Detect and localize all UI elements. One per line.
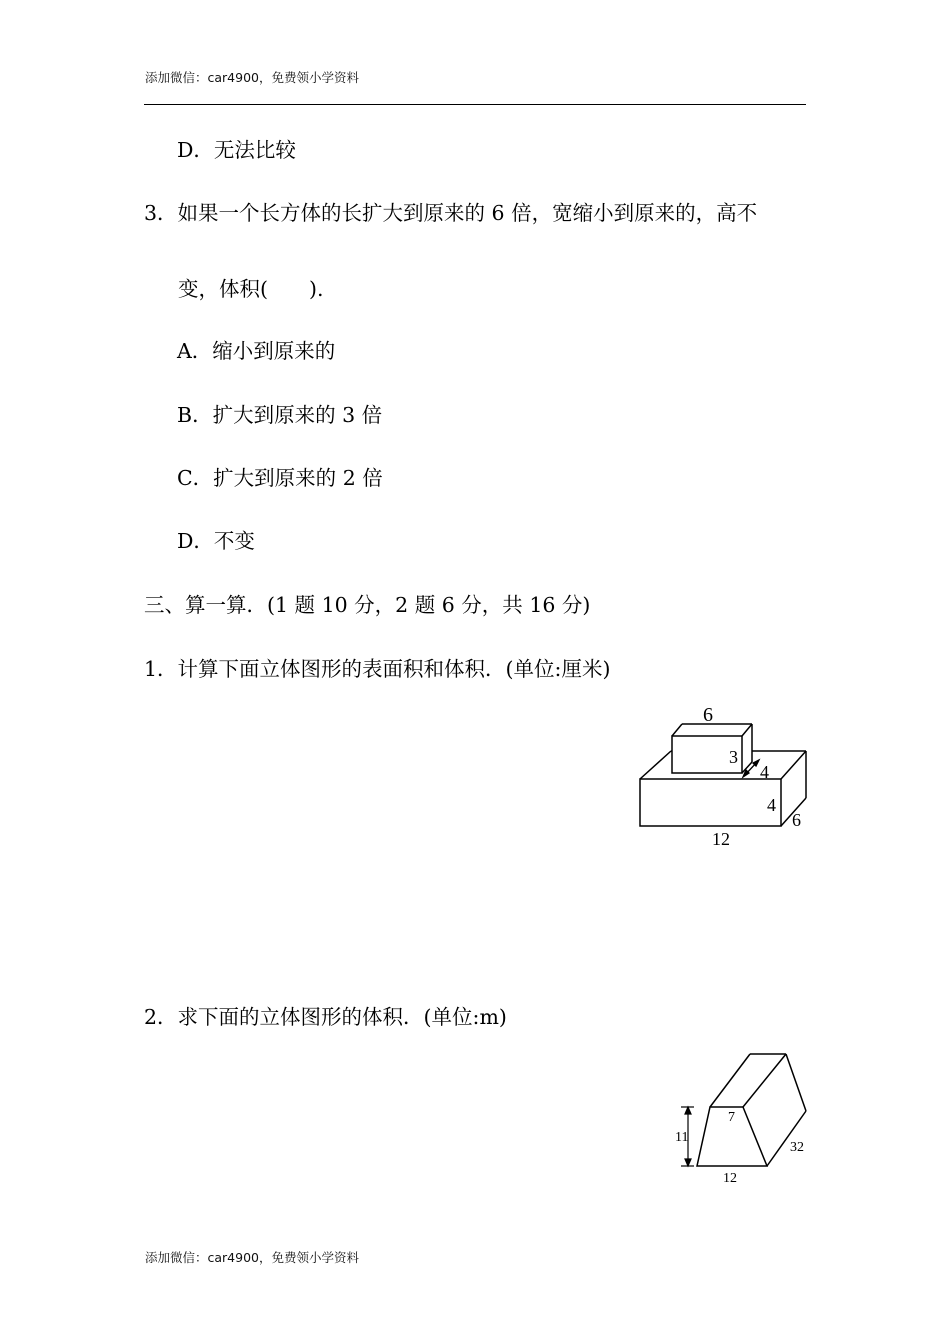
fig2-label-depth: 32 (790, 1140, 804, 1155)
q3-option-d: D．不变 (177, 529, 255, 553)
bottom-box-top-right-edge (781, 751, 806, 779)
fig1-label-top-height: 3 (729, 747, 738, 767)
fig1-label-bottom-width: 6 (792, 810, 801, 830)
bottom-right-depth-edge (767, 1111, 806, 1166)
page-footer: 添加微信：car4900，免费领小学资料 (145, 1250, 359, 1265)
top-box-top-right-edge (742, 724, 752, 736)
fig2-label-top-base: 7 (728, 1110, 735, 1125)
top-left-depth-edge (710, 1054, 750, 1107)
fig1-label-bottom-length: 12 (712, 829, 730, 849)
fig1-label-top-length: 6 (703, 704, 713, 726)
q3-option-c: C．扩大到原来的 2 倍 (177, 466, 383, 490)
fig2-label-height: 11 (675, 1130, 689, 1145)
fig1-label-top-width: 4 (760, 762, 769, 782)
header-rule (144, 104, 806, 105)
q2-option-d: D．无法比较 (177, 138, 296, 162)
top-box-top-left-edge (672, 724, 682, 736)
q3-option-b: B．扩大到原来的 3 倍 (177, 403, 383, 427)
fig2-label-bottom-base: 12 (723, 1171, 737, 1186)
bottom-box-top-left-edge (640, 751, 671, 779)
back-right-edge (786, 1054, 806, 1111)
calc-question-1: 1．计算下面立体图形的表面积和体积．(单位:厘米) (144, 657, 611, 681)
calc-question-2: 2．求下面的立体图形的体积．(单位:m) (144, 1005, 507, 1029)
q3-stem-line1: 3．如果一个长方体的长扩大到原来的 6 倍，宽缩小到原来的，高不 (144, 201, 758, 225)
bottom-box-front (640, 779, 781, 826)
q3-option-a: A．缩小到原来的 (177, 339, 336, 363)
stacked-cuboids-figure (630, 695, 815, 855)
fig1-label-bottom-height: 4 (767, 795, 776, 815)
trapezoid-prism-figure (670, 1045, 820, 1190)
page-header: 添加微信：car4900，免费领小学资料 (145, 70, 359, 85)
q3-stem-line2: 变，体积( ). (178, 277, 324, 301)
top-right-depth-edge (743, 1054, 786, 1107)
section-3-title: 三、算一算．(1 题 10 分，2 题 6 分，共 16 分) (144, 593, 591, 617)
